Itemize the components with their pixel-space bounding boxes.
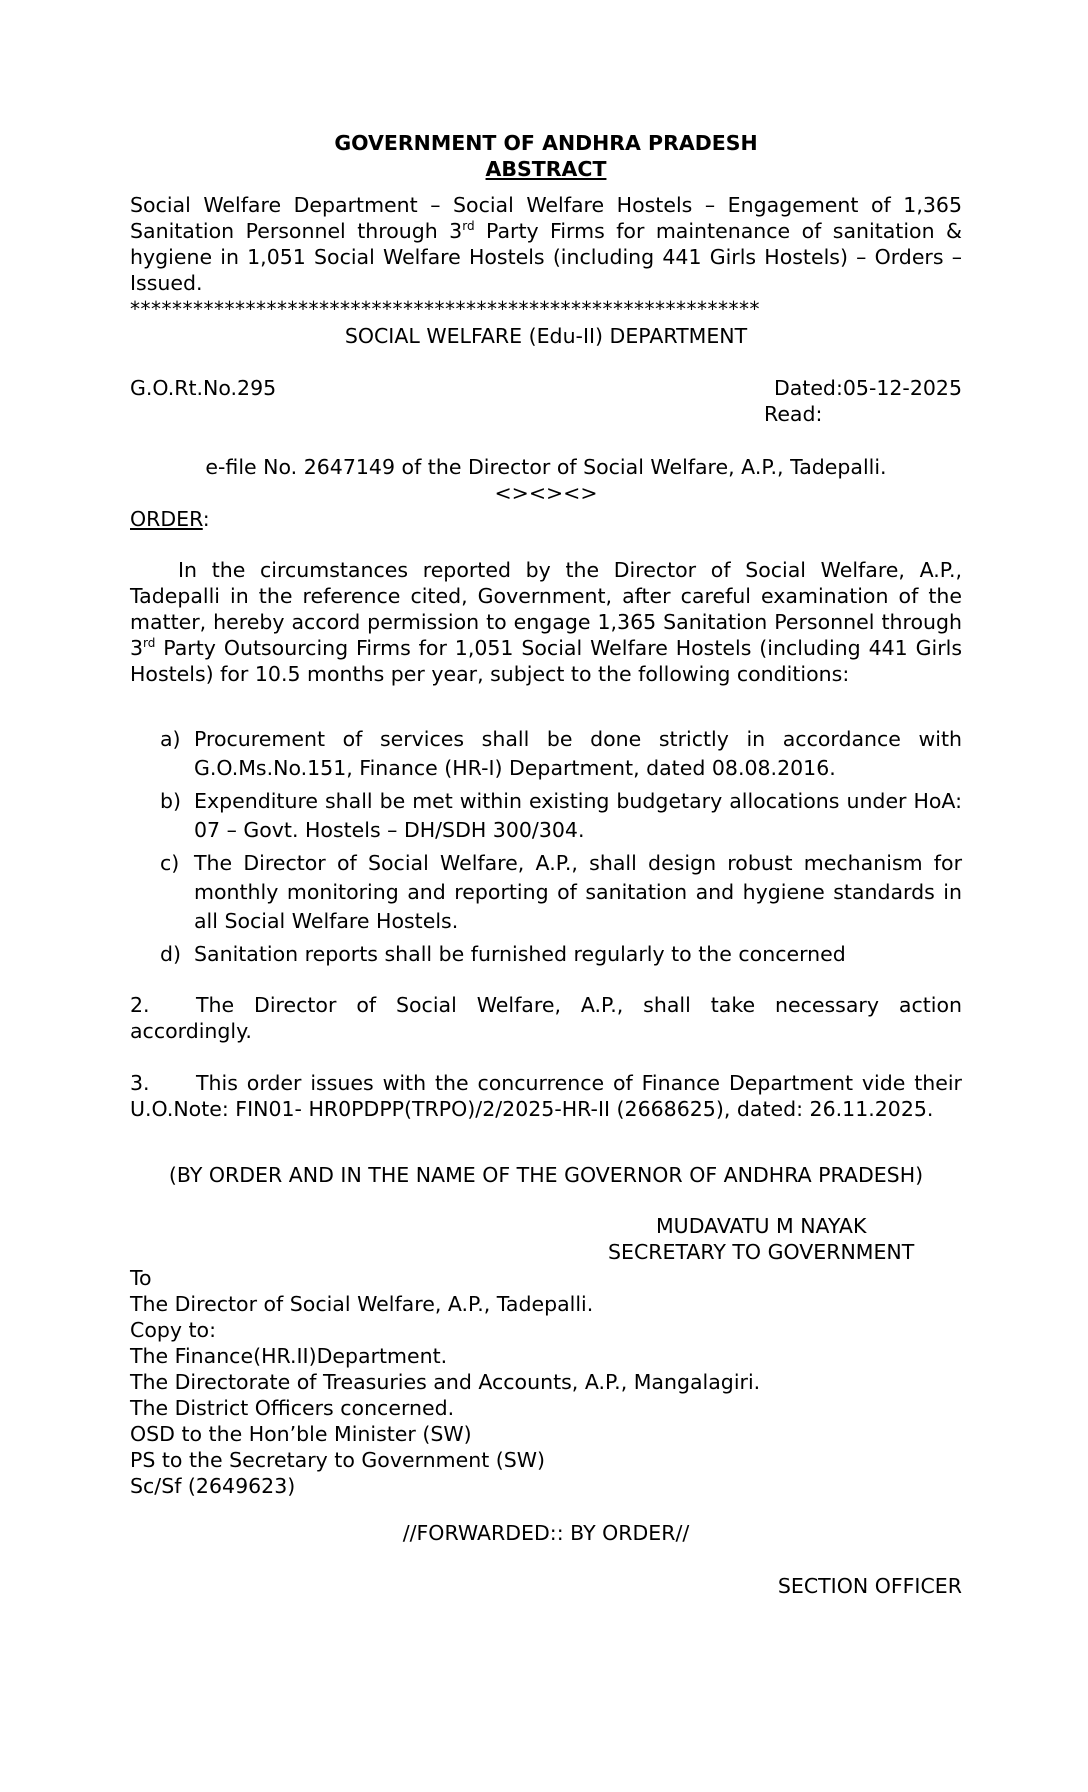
order-heading: ORDER: [130, 507, 210, 531]
recipient-line: The Finance(HR.II)Department. [130, 1344, 448, 1368]
recipient-line: OSD to the Hon’ble Minister (SW) [130, 1422, 472, 1446]
section-officer: SECTION OFFICER [777, 1574, 962, 1598]
reference-marker: <><><> [494, 481, 598, 505]
order-paragraph-1: In the circumstances reported by the Director of Social Welfare, A.P., Tadepalli in the reference cited, Government, after careful examination of the matter, hereby accord permission to engage 1,365 Sanitation Personnel through 3rd Party Outsourcing Firms for 1,051 Social Welfare Hostels (including 441 Girls Hostels) for 10.5 months per year, subject to the following conditions: [130, 558, 962, 686]
department-name: SOCIAL WELFARE (Edu-II) DEPARTMENT [344, 324, 748, 348]
condition-item: d) Sanitation reports shall be furnished regularly to the concerned [160, 942, 846, 966]
read-label: Read: [764, 402, 823, 426]
recipient-line: The District Officers concerned. [130, 1396, 455, 1420]
signatory-name: MUDAVATU M NAYAK [656, 1214, 867, 1238]
recipient-line: The Directorate of Treasuries and Accounts, A.P., Mangalagiri. [130, 1370, 761, 1394]
condition-item: c) The Director of Social Welfare, A.P., shall design robust mechanism for monthly monitoring and reporting of sanitation and hygiene standards in all Social Welfare Hostels. [160, 851, 962, 933]
order-paragraph-3: 3. This order issues with the concurrence of Finance Department vide their U.O.Note: FIN01- HR0PDPP(TRPO)/2/2025-HR-II (2668625), dated: 26.11.2025. [130, 1071, 962, 1121]
to-label: To [130, 1266, 152, 1290]
conditions-list [160, 725, 962, 973]
by-order-line: (BY ORDER AND IN THE NAME OF THE GOVERNOR OF ANDHRA PRADESH) [168, 1163, 924, 1187]
recipient-line: Copy to: [130, 1318, 217, 1342]
reference-line: e-file No. 2647149 of the Director of Social Welfare, A.P., Tadepalli. [205, 455, 887, 479]
order-paragraph-2: 2. The Director of Social Welfare, A.P., shall take necessary action accordingly. [130, 993, 962, 1043]
signatory-designation: SECRETARY TO GOVERNMENT [608, 1240, 915, 1264]
condition-item: b) Expenditure shall be met within existing budgetary allocations under HoA: 07 – Govt. Hostels – DH/SDH 300/304. [160, 789, 962, 842]
recipient-line: The Director of Social Welfare, A.P., Tadepalli. [130, 1292, 594, 1316]
government-heading: GOVERNMENT OF ANDHRA PRADESH [334, 131, 758, 155]
recipients-list [130, 1291, 962, 1499]
recipient-line: PS to the Secretary to Government (SW) [130, 1448, 546, 1472]
go-date: Dated:05-12-2025 [773, 376, 962, 400]
forwarded-line: //FORWARDED:: BY ORDER// [402, 1521, 690, 1545]
condition-item: a) Procurement of services shall be done strictly in accordance with G.O.Ms.No.151, Finance (HR-I) Department, dated 08.08.2016. [160, 727, 962, 780]
separator-line: ************************************************************ [130, 297, 760, 321]
abstract-label: ABSTRACT [485, 157, 607, 181]
recipient-line: Sc/Sf (2649623) [130, 1474, 296, 1498]
go-number: G.O.Rt.No.295 [130, 376, 277, 400]
abstract-text: Social Welfare Department – Social Welfare Hostels – Engagement of 1,365 Sanitation Personnel through 3rd Party Firms for maintenance of sanitation & hygiene in 1,051 Social Welfare Hostels (including 441 Girls Hostels) – Orders – Issued. [130, 193, 962, 295]
